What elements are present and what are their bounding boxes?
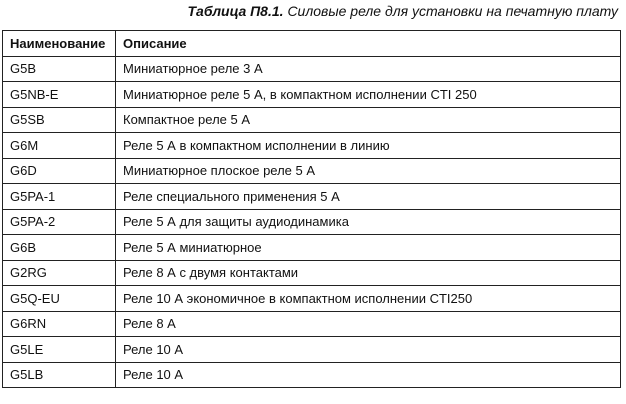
- cell-description: Реле 5 А в компактном исполнении в линию: [116, 133, 621, 159]
- column-header-name: Наименование: [3, 31, 116, 57]
- cell-name: G6RN: [3, 311, 116, 337]
- cell-name: G5PA-2: [3, 209, 116, 235]
- table-row: [3, 286, 621, 312]
- table-row: [3, 82, 621, 108]
- cell-description: Реле 5 А миниатюрное: [116, 235, 621, 261]
- cell-description: Реле 5 А для защиты аудиодинамика: [116, 209, 621, 235]
- cell-name: G5LE: [3, 337, 116, 363]
- cell-description: Реле специального применения 5 А: [116, 184, 621, 210]
- table-row: [3, 56, 621, 82]
- cell-name: G6M: [3, 133, 116, 159]
- cell-description: Реле 8 А: [116, 311, 621, 337]
- cell-description: Миниатюрное реле 3 А: [116, 56, 621, 82]
- table-row: [3, 362, 621, 388]
- table-row: [3, 133, 621, 159]
- cell-description: Миниатюрное плоское реле 5 А: [116, 158, 621, 184]
- cell-description: Реле 10 А экономичное в компактном исполнении CTI250: [116, 286, 621, 312]
- cell-description: Реле 10 А: [116, 362, 621, 388]
- cell-description: Реле 8 А с двумя контактами: [116, 260, 621, 286]
- table-row: [3, 107, 621, 133]
- cell-description: Реле 10 А: [116, 337, 621, 363]
- table-row: [3, 209, 621, 235]
- cell-description: Компактное реле 5 А: [116, 107, 621, 133]
- cell-name: G5PA-1: [3, 184, 116, 210]
- cell-name: G5Q-EU: [3, 286, 116, 312]
- cell-name: G6B: [3, 235, 116, 261]
- column-header-description: Описание: [116, 31, 621, 57]
- cell-description: Миниатюрное реле 5 А, в компактном исполнении CTI 250: [116, 82, 621, 108]
- cell-name: G6D: [3, 158, 116, 184]
- table-caption-number: Таблица П8.1.: [187, 3, 284, 19]
- table-caption-text: Силовые реле для установки на печатную плату: [287, 3, 618, 19]
- cell-name: G5LB: [3, 362, 116, 388]
- cell-name: G5B: [3, 56, 116, 82]
- table-row: [3, 260, 621, 286]
- relays-table: [2, 30, 621, 388]
- cell-name: G5NB-E: [3, 82, 116, 108]
- table-header-row: [3, 31, 621, 57]
- table-row: [3, 235, 621, 261]
- table-caption: [188, 1, 619, 21]
- table-row: [3, 311, 621, 337]
- cell-name: G5SB: [3, 107, 116, 133]
- table-row: [3, 184, 621, 210]
- cell-name: G2RG: [3, 260, 116, 286]
- table-row: [3, 337, 621, 363]
- table-row: [3, 158, 621, 184]
